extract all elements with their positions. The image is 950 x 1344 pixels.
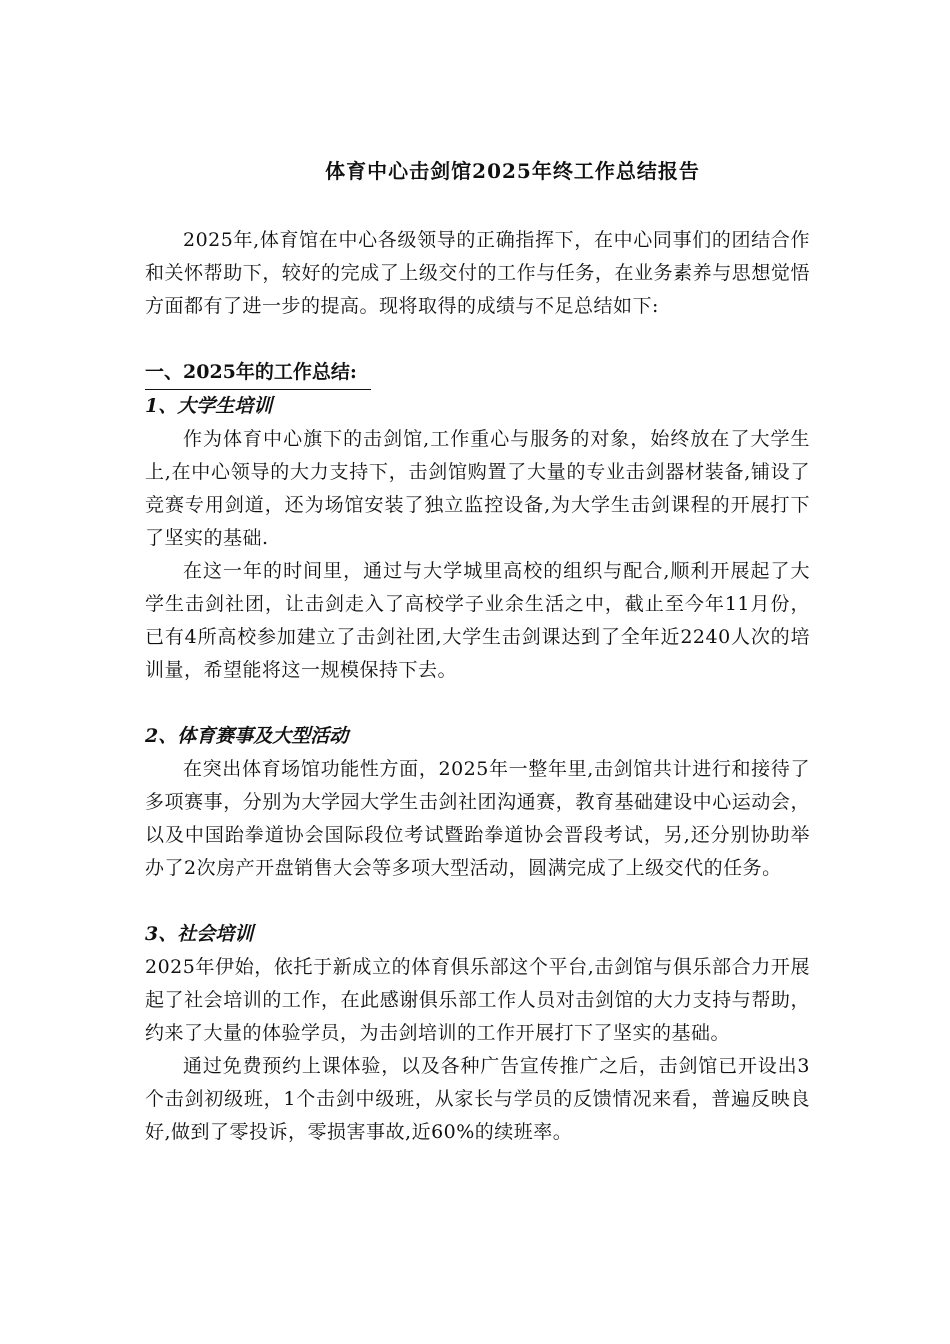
- student-training-paragraph-2: 在这一年的时间里，通过与大学城里高校的组织与配合,顺利开展起了大学生击剑社团，让击剑走入了高校学子业余生活之中，截止至今年11月份，已有4所高校参加建立了击剑社团,大学生击剑课达到了全年近2240人次的培训量，希望能将这一规模保持下去。: [145, 560, 810, 681]
- spacer: [145, 687, 810, 720]
- subheading-social-training: 3、社会培训: [145, 923, 254, 945]
- spacer: [145, 885, 810, 918]
- social-training-paragraph-2: 通过免费预约上课体验，以及各种广告宣传推广之后，击剑馆已开设出3个击剑初级班，1个击剑中级班，从家长与学员的反馈情况来看，普遍反映良好,做到了零投诉，零损害事故,近60%的续班率。: [145, 1055, 810, 1143]
- document-title: 体育中心击剑馆2025年终工作总结报告: [325, 159, 700, 183]
- social-training-paragraph-1: 2025年伊始，依托于新成立的体育俱乐部这个平台,击剑馆与俱乐部合力开展起了社会培训的工作，在此感谢俱乐部工作人员对击剑馆的大力支持与帮助，约来了大量的体验学员，为击剑培训的工作开展打下了坚实的基础。: [145, 956, 810, 1044]
- document-page: [145, 155, 810, 1149]
- sports-events-paragraph: 在突出体育场馆功能性方面，2025年一整年里,击剑馆共计进行和接待了多项赛事，分别为大学园大学生击剑社团沟通赛，教育基础建设中心运动会，以及中国跆拳道协会国际段位考试暨跆拳道协会晋段考试，另,还分别协助举办了2次房产开盘销售大会等多项大型活动，圆满完成了上级交代的任务。: [145, 758, 810, 879]
- subheading-sports-events: 2、体育赛事及大型活动: [145, 725, 349, 747]
- subheading-student-training: 1、大学生培训: [145, 395, 273, 417]
- student-training-paragraph-1: 作为体育中心旗下的击剑馆,工作重心与服务的对象，始终放在了大学生上,在中心领导的大力支持下，击剑馆购置了大量的专业击剑器材装备,铺设了竞赛专用剑道，还为场馆安装了独立监控设备,为大学生击剑课程的开展打下了坚实的基础.: [145, 428, 810, 549]
- intro-paragraph: 2025年,体育馆在中心各级领导的正确指挥下，在中心同事们的团结合作和关怀帮助下，较好的完成了上级交付的工作与任务，在业务素养与思想觉悟方面都有了进一步的提高。现将取得的成绩与不足总结如下:: [145, 229, 810, 317]
- section-heading-work-summary: 一、2025年的工作总结:: [145, 356, 371, 390]
